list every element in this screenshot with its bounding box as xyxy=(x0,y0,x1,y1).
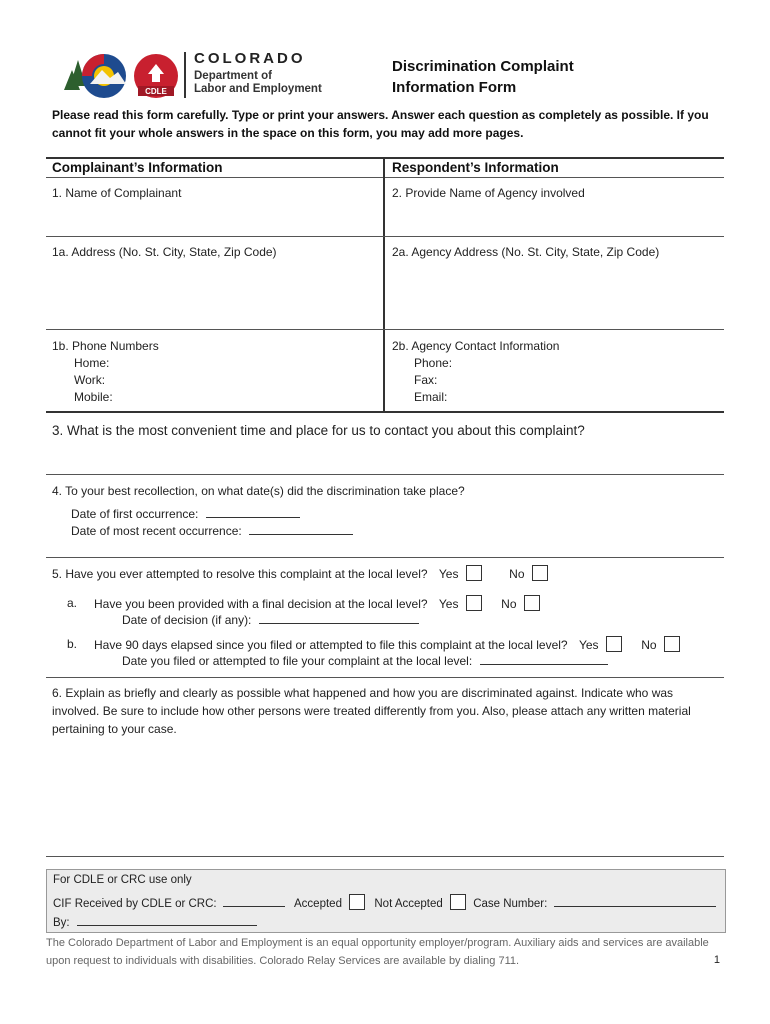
complainant-name-field[interactable] xyxy=(52,185,374,233)
divider xyxy=(46,557,724,558)
form-title xyxy=(392,56,574,98)
divider xyxy=(46,677,724,678)
agency-address-field[interactable] xyxy=(392,244,718,324)
q5a-no-checkbox[interactable] xyxy=(524,595,540,611)
by-label: By: xyxy=(53,917,70,929)
case-number-label: Case Number: xyxy=(473,898,548,910)
footer-notice: The Colorado Department of Labor and Employment is an equal opportunity employer/program. Auxiliary aids and services are available upon request to individuals with disabilities. Colorado Relay Services are available by dialing 711. xyxy=(46,937,709,967)
divider xyxy=(46,157,724,159)
q5b-letter: b. xyxy=(67,637,78,651)
question-6-label: 6. Explain as briefly and clearly as possible what happened and how you are discriminated against. Indicate who was involved. Be sure to include how other persons were treated differently from you. Also, please attach any written material pertaining to your case. xyxy=(52,686,691,736)
form-title-line2: Information Form xyxy=(392,79,517,96)
cdle-logo xyxy=(60,46,350,102)
respondent-heading: Respondent’s Information xyxy=(392,160,559,175)
divider xyxy=(46,236,724,237)
q5-no-label: No xyxy=(509,567,525,581)
column-divider xyxy=(383,157,385,412)
office-use-title: For CDLE or CRC use only xyxy=(53,874,192,886)
question-3-label: 3. What is the most convenient time and place for us to contact you about this complaint? xyxy=(52,423,585,438)
divider xyxy=(46,411,724,413)
divider xyxy=(46,177,724,178)
divider xyxy=(46,474,724,475)
divider xyxy=(46,856,724,857)
recent-occurrence-input[interactable] xyxy=(249,523,353,535)
q5a-yes-label: Yes xyxy=(438,597,459,611)
by-input[interactable] xyxy=(77,914,257,926)
form-title-line1: Discrimination Complaint xyxy=(392,58,574,75)
question-3-field[interactable] xyxy=(52,423,720,469)
q5b-yes-label: Yes xyxy=(578,638,599,652)
divider xyxy=(46,329,724,330)
page-number: 1 xyxy=(713,954,720,966)
q5a-row xyxy=(94,595,540,613)
first-occurrence-input[interactable] xyxy=(206,506,300,518)
work-phone-label: Work: xyxy=(74,373,106,387)
q5a-label: Have you been provided with a final decision at the local level? xyxy=(94,597,428,611)
home-phone-label: Home: xyxy=(74,356,110,370)
not-accepted-checkbox[interactable] xyxy=(450,894,466,910)
logo-dept-line1: Department of xyxy=(194,70,272,82)
question-5-row xyxy=(52,565,548,583)
q5-yes-checkbox[interactable] xyxy=(466,565,482,581)
office-by-row xyxy=(53,914,257,932)
agency-phone-label: Phone: xyxy=(414,356,453,370)
decision-date-label: Date of decision (if any): xyxy=(122,613,252,627)
decision-date-input[interactable] xyxy=(259,612,419,624)
logo-state-name: COLORADO xyxy=(194,50,306,67)
case-number-input[interactable] xyxy=(554,895,716,907)
decision-date-row xyxy=(122,612,419,629)
q5b-yes-checkbox[interactable] xyxy=(606,636,622,652)
received-label: CIF Received by CDLE or CRC: xyxy=(53,898,217,910)
question-4-label: 4. To your best recollection, on what date(s) did the discrimination take place? xyxy=(52,484,465,498)
agency-name-label: 2. Provide Name of Agency involved xyxy=(392,186,585,200)
question-5-label: 5. Have you ever attempted to resolve this complaint at the local level? xyxy=(52,567,428,581)
filed-date-input[interactable] xyxy=(480,653,608,665)
office-received-row xyxy=(53,894,716,913)
agency-fax-label: Fax: xyxy=(414,373,438,387)
question-6-field[interactable] xyxy=(52,684,718,852)
agency-name-field[interactable] xyxy=(392,185,718,233)
complainant-phone-label: 1b. Phone Numbers xyxy=(52,339,159,353)
mobile-phone-label: Mobile: xyxy=(74,390,113,404)
filed-date-row xyxy=(122,653,608,670)
accepted-checkbox[interactable] xyxy=(349,894,365,910)
q5b-no-label: No xyxy=(641,638,657,652)
q5a-letter: a. xyxy=(67,596,78,610)
complainant-address-label: 1a. Address (No. St. City, State, Zip Code) xyxy=(52,245,277,259)
received-date-input[interactable] xyxy=(223,895,285,907)
q5a-yes-checkbox[interactable] xyxy=(466,595,482,611)
agency-email-label: Email: xyxy=(414,390,448,404)
q5b-label: Have 90 days elapsed since you filed or attempted to file this complaint at the local level? xyxy=(94,638,568,652)
q5a-no-label: No xyxy=(501,597,517,611)
q5b-row xyxy=(94,636,680,654)
complainant-address-field[interactable] xyxy=(52,244,374,324)
complainant-phone-field[interactable] xyxy=(52,338,374,406)
office-use-box xyxy=(46,869,726,933)
logo-department xyxy=(194,70,322,96)
q5b-no-checkbox[interactable] xyxy=(664,636,680,652)
recent-occurrence-row xyxy=(71,523,353,540)
svg-text:CDLE: CDLE xyxy=(145,87,167,96)
not-accepted-label: Not Accepted xyxy=(374,898,443,910)
filed-date-label: Date you filed or attempted to file your complaint at the local level: xyxy=(122,654,473,668)
q5-yes-label: Yes xyxy=(438,567,459,581)
complainant-name-label: 1. Name of Complainant xyxy=(52,186,182,200)
complainant-heading: Complainant’s Information xyxy=(52,160,223,175)
instructions: Please read this form carefully. Type or print your answers. Answer each question as completely as possible. If you cannot fit your whole answers in the space on this form, you may add more pages. xyxy=(52,108,709,140)
agency-contact-field[interactable] xyxy=(392,338,718,406)
recent-occurrence-label: Date of most recent occurrence: xyxy=(71,524,242,538)
agency-address-label: 2a. Agency Address (No. St. City, State, Zip Code) xyxy=(392,245,660,259)
first-occurrence-row xyxy=(71,506,300,523)
accepted-label: Accepted xyxy=(294,898,342,910)
q5-no-checkbox[interactable] xyxy=(532,565,548,581)
logo-dept-line2: Labor and Employment xyxy=(194,83,322,95)
agency-contact-label: 2b. Agency Contact Information xyxy=(392,339,560,353)
first-occurrence-label: Date of first occurrence: xyxy=(71,507,199,521)
